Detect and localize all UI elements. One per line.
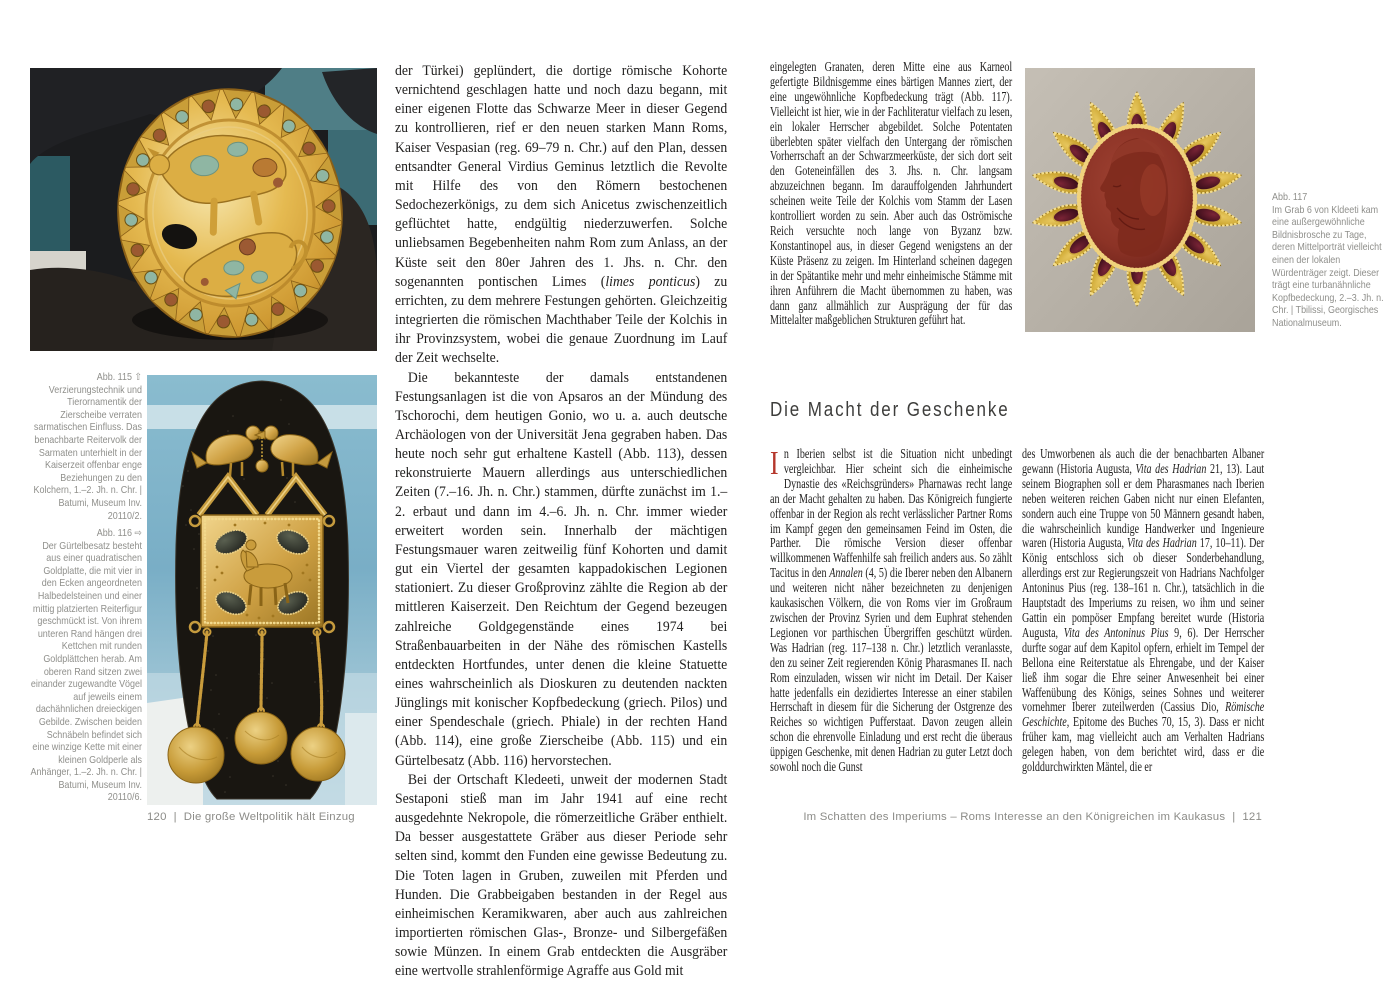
footer-separator: | bbox=[173, 811, 177, 823]
caption-abb-116 bbox=[28, 528, 142, 805]
caption-text: Der Gürtelbesatz besteht aus einer quadratischen Goldplatte, die mit vier in den Ecken angeordneten Halbedelsteinen und einer mittig platzierten Reiterfigur geschmückt ist. Von ihrem unteren Rand hängen drei Kettchen mit runden Goldplättchen herab. Am oberen Rand sitzen zwei einander zugewandte Vögel auf jeweils einem dachähnlichen dreieckigen Gebilde. Zwischen beiden Schnäbeln befindet sich eine winzige Kette mit einer kleinen Goldperle als Anhänger, 1.–2. Jh. n. Chr. | Batumi, Museum Inv. 20110/6. bbox=[30, 540, 143, 804]
chapter-title: Die große Weltpolitik hält Einzug bbox=[183, 811, 355, 823]
body-paragraph: des Umworbenen als auch die der benachbarten Albaner gewann (Historia Augusta, Vita des Hadrian 21, 13). Laut seinem Biographen soll er dem Pharasmanes nach Iberien neben weiteren reichen Gaben nicht nur einen Elefanten, sondern auch eine Truppe von 50 Männern gesandt haben, die wahrscheinlich kundige Handwerker und Ingenieure waren (Historia Augusta, Vita des Hadrian 17, 10–11). Der König entschloss sich ob dieser Sonderbehandlung, allerdings erst zur Regierungszeit von Hadrians Nachfolger Antoninus Pius (reg. 138–161 n. Chr.), tatsächlich in die Hauptstadt des Imperiums zu reisen, wo ihm und seiner Gattin ein pompöser Empfang bereitet wurde (Historia Augusta, Vita des Antoninus Pius 9, 6). Der Herrscher durfte sogar auf dem Kapitol opfern, erhielt im Tempel der Bellona eine Reiterstatue als Ehrengabe, und der Kaiser ließ ihm sogar die Ehre seiner Anwesenheit bei einer Waffenübung des Königs, seines Sohnes und weiterer vornehmer Iberer zuteilwerden (Cassius Dio, Römische Geschichte, Epitome des Buches 70, 15, 3). Dass er nicht früher kam, mag vielleicht auch am Verhalten Hadrians gelegen haben, von dem berichtet wird, dass er die golddurchwirkten Mäntel, die er bbox=[1022, 446, 1265, 775]
belt-plaque-illustration bbox=[147, 375, 377, 805]
footer-separator: | bbox=[1232, 811, 1236, 823]
body-paragraph: Die bekannteste der damals entstandenen Festungsanlagen ist die von Apsaros an der Mündung des Tschorochi, dem heutigen Gonio, wo u. a. auch deutsche Archäologen von der Universität Jena gegraben haben. Das heute noch sehr gut erhaltene Kastell (Abb. 113), dessen rekonstruierte Mauern allerdings aus unterschiedlichen Zeiten (7.–16. Jh. n. Chr.) stammen, dürfte zunächst im 1.–2. erbaut und dann im 4.–6. Jh. n. Chr. immer wieder erweitert worden sein. Innerhalb der mächtigen Festungsmauer waren zeitweilig fünf Kohorten und damit gut ein Viertel der gesamten kappadokischen Legionen stationiert. Zu dieser Großprovinz zählte die Region ab der mittleren Kaiserzeit. Den Reichtum der Gegend bezeugen zahlreiche Goldgegenstände eines 1974 bei Straßenbauarbeiten in der Nähe des römischen Kastells entdeckten Hortfundes, unter denen die kleine Statuette eines wahrscheinlich als Dioskuren zu deutenden nackten Jünglings mit konischer Kopfbedeckung (griech. Pilos) und einer Spendeschale (griech. Phiale) in der rechten Hand (Abb. 114), eine große Zierscheibe (Abb. 115) und ein Gürtelbesatz (Abb. 116) hervorstechen. bbox=[395, 369, 728, 769]
page-footer-right bbox=[770, 811, 1262, 823]
caption-label: Abb. 115 bbox=[96, 372, 132, 383]
caption-text: Verzierungstechnik und Tierornamentik der Zierscheibe verraten sarmatischen Einfluss. Das benachbarte Reitervolk der Sarmaten unterhielt in der Kaiserzeit offenbar enge Beziehungen zu den Kolchern, 1.–2. Jh. n. Chr. | Batumi, Museum Inv. 20110/2. bbox=[33, 384, 143, 522]
right-page-column1-section bbox=[770, 447, 1012, 775]
arrow-up-icon: ⇧ bbox=[134, 372, 142, 383]
brooch-illustration bbox=[1025, 68, 1255, 332]
caption-label: Abb. 116 bbox=[96, 528, 132, 539]
body-paragraph: In Iberien selbst ist die Situation nicht unbedingt vergleichbar. Hier scheint sich die einheimische Dynastie des «Reichsgründers» Pharnawas recht lange an der Macht gehalten zu haben. Das Königreich fungierte offenbar in der Region als recht verlässlicher Partner Roms im Kampf gegen den gemeinsamen Feind im Osten, die Parther. Die römische Version dieser offenbar willkommenen Waffenhilfe sah freilich anders aus. So zählt Tacitus in den Annalen (4, 5) die Iberer neben den Albanern und weiteren nicht näher bezeichneten zu denjenigen kaukasischen Völkern, die von Roms vier im Großraum zwischen der Provinz Syrien und dem Euphrat stehenden Legionen vor parthischen Übergriffen geschützt würden. Was Hadrian (reg. 117–138 n. Chr.) letztlich veranlasste, den zu seiner Zeit regierenden König Pharasmanes II. nach Rom einzuladen, wissen wir nicht im Detail. Der Kaiser hatte jedenfalls ein dezidiertes Interesse an einer stabilen Herrschaft in diesem für die Sicherung der Ostgrenze des Reiches so wichtigen Pufferstaat. Davon zeugen allein schon die ehrenvolle Einladung und erst recht die überaus üppigen Geschenke, mit denen Hadrian zu guter Letzt doch sowohl noch die Gunst bbox=[770, 445, 1013, 775]
photo-portrait-brooch bbox=[1025, 68, 1255, 332]
left-page-text-column bbox=[395, 62, 727, 982]
body-paragraph: eingelegten Granaten, deren Mitte eine aus Karneol gefertigte Bildnisgemme eines bärtigen Mannes ziert, der eine ungewöhnliche Kopfbedeckung trägt (Abb. 117). Vielleicht ist hier, wie in der Fachliteratur vielfach zu lesen, ein lokaler Herrscher abgebildet. Solche Potentaten überlebten später vielfach den Untergang der römischen Vorherrschaft an der Schwarzmeerküste, der sich dort seit den Goteneinfällen des 3. Jhs. n. Chr. langsam abzuzeichnen begann. Im darauffolgenden Jahrhundert scheinen weite Teile der Kolchis vom Stamm der Lasen kontrolliert worden zu sein. Aber auch das Oströmische Reich versuchte noch lange von Byzanz bzw. Konstantinopel aus, in dieser Gegend wenigstens an der Küste Präsenz zu zeigen. Im Hinterland scheinen dagegen in der Spätantike mehr und mehr einheimische Stämme mit ihren Anführern die Macht übernommen zu haben, was dann ganz allmählich zur Ausprägung der für das Mittelalter maßgeblichen Strukturen geführt hat. bbox=[770, 59, 1013, 328]
body-paragraph: Bei der Ortschaft Kledeeti, unweit der modernen Stadt Sestaponi stieß man im Jahr 1941 auf eine recht ausgedehnte Nekropole, die römerzeitliche Gräber enthielt. Da besser ausgestattete Gräber aus dieser Periode sehr selten sind, kommt den Funden eine gewisse Bedeutung zu. Die Toten lagen in Gruben, zuweilen mit Pferden und Hunden. Die Grabbeigaben bestanden in der Regel aus einheimischen Keramikwaren, aber auch aus zahlreichen importierten römischen Glas-, Bronze- und Silbergefäßen sowie Münzen. In einem Grab entdeckten die Ausgräber eine wertvolle strahlenförmige Agraffe aus Gold mit bbox=[395, 771, 728, 980]
photo-gold-disc-zierscheibe bbox=[30, 68, 377, 351]
caption-label: Abb. 117 bbox=[1272, 192, 1308, 203]
page-number: 121 bbox=[1242, 811, 1262, 823]
section-heading: Die Macht der Geschenke bbox=[770, 399, 1010, 421]
caption-text: Im Grab 6 von Kldeeti kam eine außergewöhnliche Bildnisbrosche zu Tage, deren Mittelporträt vielleicht einen der lokalen Würdenträger zeigt. Dieser trägt eine turbanähnliche Kopfbedeckung, 2.–3. Jh. n. Chr. | Tbilissi, Georgisches Nationalmuseum. bbox=[1272, 204, 1384, 329]
page-footer-left bbox=[147, 811, 355, 823]
photo-gold-belt-plaque bbox=[147, 375, 377, 805]
chapter-title: Im Schatten des Imperiums – Roms Interesse an den Königreichen im Kaukasus bbox=[803, 811, 1226, 823]
body-paragraph: der Türkei) geplündert, die dortige römische Kohorte vernichtend geschlagen hatte und noch dazu begann, mit einer eigenen Flotte das Schwarze Meer in dieser Gegend zu kontrollieren, rief er den neuen starken Mann Roms, Kaiser Vespasian (reg. 69–79 n. Chr.) auf den Plan, dessen entsandter General Virdius Geminus letztlich die Revolte mit Hilfe des von den Römern bestochenen Sedochezerkönigs, zu dem sich Anicetus zwischenzeitlich geflüchtet hatte, endgültig niederzuwerfen. Solche unliebsamen Begebenheiten nahm Rom zum Anlass, an der Küste seit den 80er Jahren des 1. Jhs. n. Chr. den sogenannten pontischen Limes (limes ponticus) zu errichten, zu dem mehrere Festungen gehörten. Gleichzeitig integrierten die römischen Machthaber Teile der Kolchis in ihr Provinzsystem, wobei die genaue Zuordnung im Lauf der Zeit wechselte. bbox=[395, 63, 728, 367]
right-page-column1-top bbox=[770, 60, 1012, 328]
gold-disc-illustration bbox=[30, 68, 377, 351]
page-number: 120 bbox=[147, 811, 167, 823]
drop-cap: I bbox=[770, 445, 779, 482]
caption-abb-117 bbox=[1272, 192, 1386, 331]
right-page-column2 bbox=[1022, 447, 1264, 775]
arrow-right-icon: ⇨ bbox=[134, 528, 142, 539]
caption-abb-115 bbox=[28, 372, 142, 523]
